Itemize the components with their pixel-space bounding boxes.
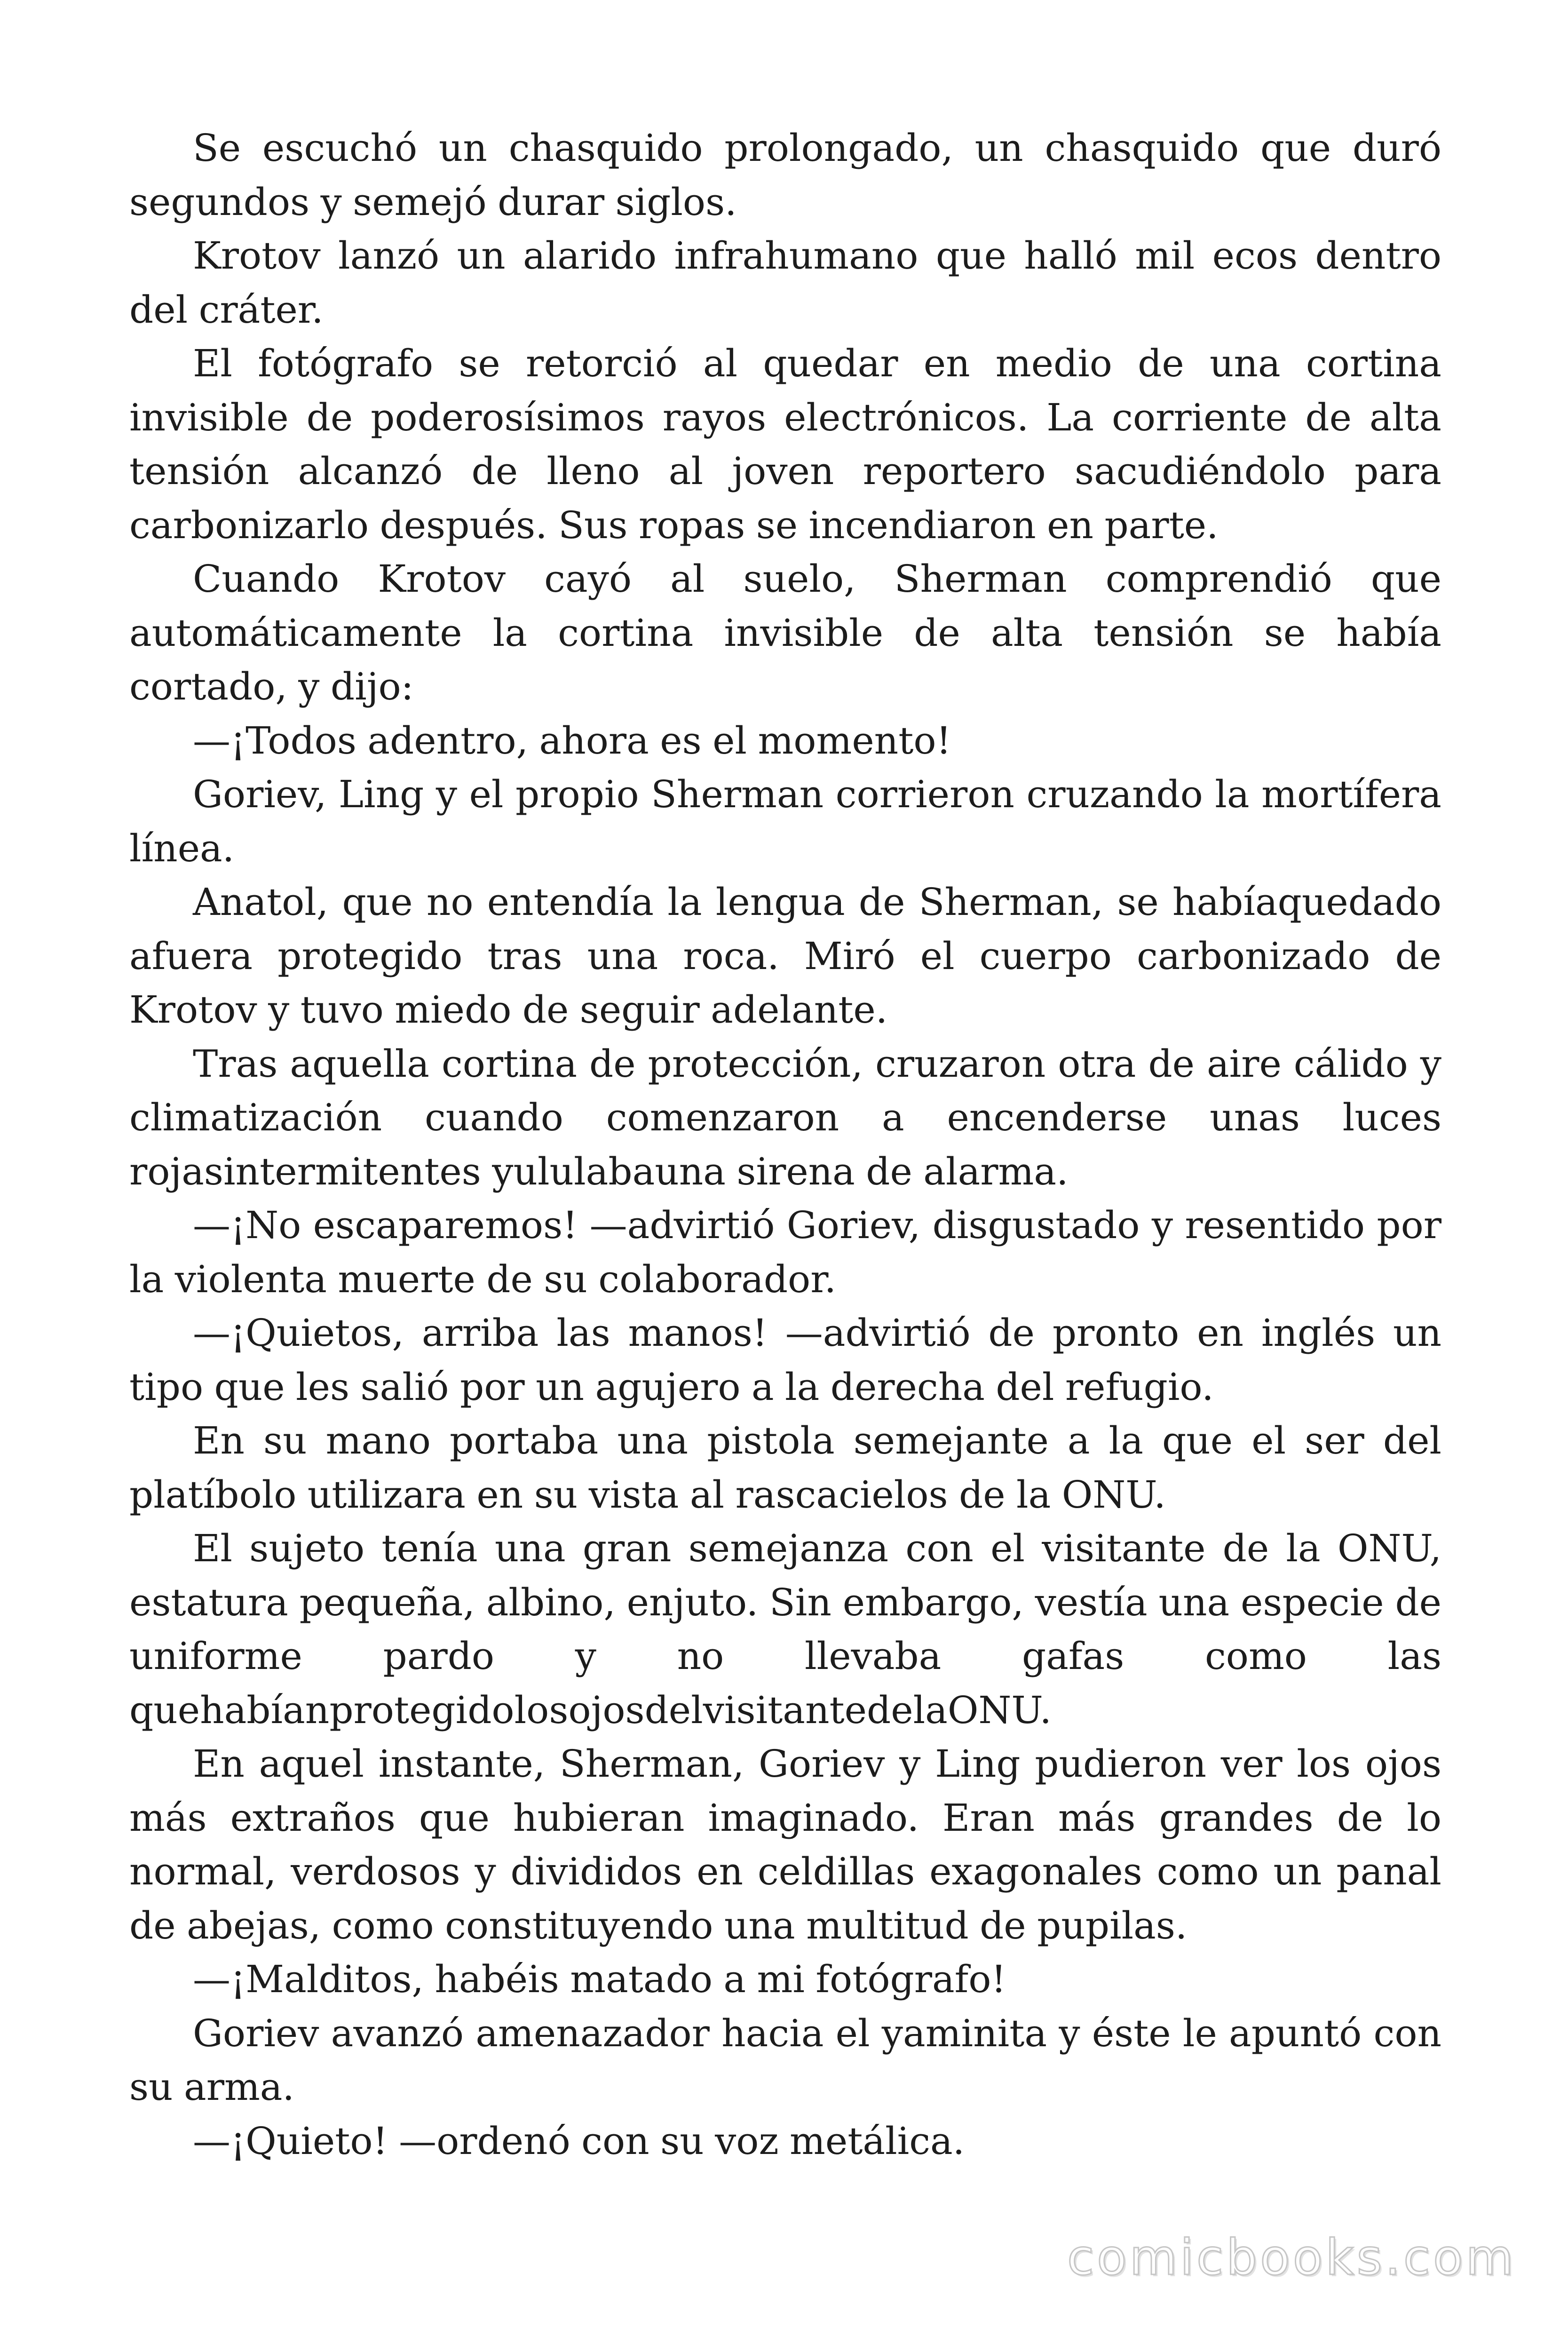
dialogue-line: —¡Malditos, habéis matado a mi fotógrafo!: [193, 1957, 1006, 2001]
paragraph: En aquel instante, Sherman, Goriev y Ling pudieron ver los ojos más extraños que hubieran imaginado. Eran más grandes de lo normal, verdosos y divididos en celdillas exagonales como un panal de abejas, como constituyendo una multitud de pupilas.: [129, 1742, 1441, 1947]
paragraph: El sujeto tenía una gran semejanza con el visitante de la ONU, estatura pequeña, albino, enjuto. Sin embargo, vestía una especie de uniforme pardo y no llevaba gafas como las quehabíanprotegidolosojosdelvisitantedelaONU.: [129, 1526, 1441, 1732]
paragraph: Goriev, Ling y el propio Sherman corrieron cruzando la mortífera línea.: [129, 772, 1441, 870]
dialogue-line: —¡Quietos, arriba las manos! —advirtió de pronto en inglés un tipo que les salió por un agujero a la derecha del refugio.: [129, 1311, 1441, 1409]
dialogue-line: —¡Quieto! —ordenó con su voz metálica.: [193, 2119, 965, 2163]
paragraph: Se escuchó un chasquido prolongado, un chasquido que duró segundos y semejó durar siglos.: [129, 126, 1441, 224]
watermark: comicbooks.com: [1067, 2229, 1516, 2286]
dialogue-line: —¡No escaparemos! —advirtió Goriev, disgustado y resentido por la violenta muerte de su colaborador.: [129, 1203, 1441, 1301]
paragraph: El fotógrafo se retorció al quedar en medio de una cortina invisible de poderosísimos rayos electrónicos. La corriente de alta tensión alcanzó de lleno al joven reportero sacudiéndolo para carbonizarlo después. Sus ropas se incendiaron en parte.: [129, 342, 1441, 547]
paragraph: Goriev avanzó amenazador hacia el yaminita y éste le apuntó con su arma.: [129, 2011, 1441, 2109]
paragraph: Tras aquella cortina de protección, cruzaron otra de aire cálido y climatización cuando comenzaron a encenderse unas luces rojasintermitentes yululabauna sirena de alarma.: [129, 1041, 1441, 1193]
dialogue-line: —¡Todos adentro, ahora es el momento!: [193, 718, 951, 763]
paragraph: Cuando Krotov cayó al suelo, Sherman comprendió que automáticamente la cortina invisible de alta tensión se había cortado, y dijo:: [129, 557, 1441, 708]
paragraph: Krotov lanzó un alarido infrahumano que halló mil ecos dentro del cráter.: [129, 234, 1441, 332]
paragraph: Anatol, que no entendía la lengua de Sherman, se habíaquedado afuera protegido tras una roca. Miró el cuerpo carbonizado de Krotov y tuvo miedo de seguir adelante.: [129, 880, 1441, 1032]
paragraph: En su mano portaba una pistola semejante a la que el ser del platíbolo utilizara en su vista al rascacielos de la ONU.: [129, 1419, 1441, 1517]
page-text: [129, 121, 1441, 2168]
